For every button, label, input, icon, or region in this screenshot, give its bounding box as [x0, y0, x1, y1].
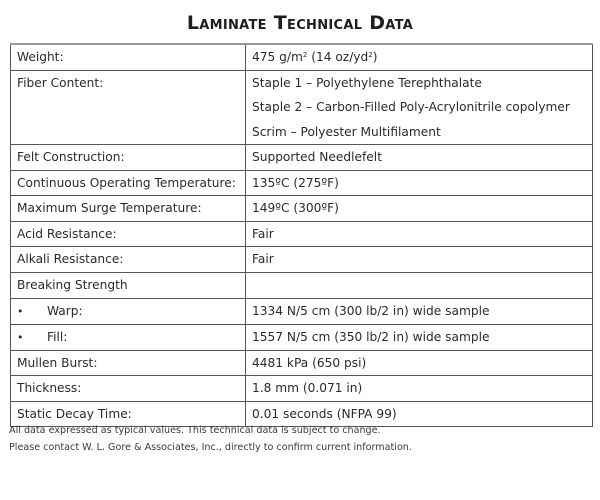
footnote-line-2: Please contact W. L. Gore & Associates, Inc., directly to confirm current information.	[9, 442, 412, 453]
fiber-item: Scrim – Polyester Multifilament	[252, 124, 441, 139]
superscript: 2	[368, 51, 373, 59]
row-label	[11, 298, 246, 324]
bullet-icon: •	[17, 330, 24, 344]
row-label: Felt Construction:	[11, 144, 246, 170]
table-row-continuous-temp	[11, 170, 593, 196]
table-row-breaking-strength	[11, 272, 593, 298]
row-value: 135ºC (275ºF)	[246, 170, 593, 196]
table-row-alkali-resistance	[11, 247, 593, 273]
footnote	[9, 422, 412, 456]
row-value: 149ºC (300ºF)	[246, 196, 593, 222]
row-label: Weight:	[11, 44, 246, 70]
row-label-text: Fill:	[47, 329, 68, 344]
table-row-acid-resistance	[11, 221, 593, 247]
weight-close: )	[372, 50, 378, 64]
row-value: 1557 N/5 cm (350 lb/2 in) wide sample	[246, 324, 593, 350]
row-value	[246, 70, 593, 144]
row-label: Fiber Content:	[11, 70, 246, 144]
table-row-mullen-burst	[11, 350, 593, 376]
row-label: Thickness:	[11, 376, 246, 402]
row-label: Continuous Operating Temperature:	[11, 170, 246, 196]
row-value: 0.01 seconds (NFPA 99)	[246, 401, 593, 427]
row-value: Supported Needlefelt	[246, 144, 593, 170]
row-label: Breaking Strength	[11, 272, 246, 298]
bullet-icon: •	[17, 304, 24, 318]
table-row-weight	[11, 44, 593, 70]
technical-data-table	[10, 43, 593, 427]
row-value: Fair	[246, 221, 593, 247]
table-row-fiber-content	[11, 70, 593, 144]
row-value	[246, 44, 593, 70]
row-label	[11, 324, 246, 350]
row-label: Alkali Resistance:	[11, 247, 246, 273]
row-value	[246, 272, 593, 298]
table-row-max-surge-temp	[11, 196, 593, 222]
fiber-item: Staple 1 – Polyethylene Terephthalate	[252, 75, 482, 90]
row-label: Mullen Burst:	[11, 350, 246, 376]
fiber-item: Staple 2 – Carbon-Filled Poly-Acrylonitrile copolymer	[252, 100, 570, 115]
row-value: 1334 N/5 cm (300 lb/2 in) wide sample	[246, 298, 593, 324]
row-value: 1.8 mm (0.071 in)	[246, 376, 593, 402]
row-label: Acid Resistance:	[11, 221, 246, 247]
row-value: Fair	[246, 247, 593, 273]
table-row-felt-construction	[11, 144, 593, 170]
table-row-fill	[11, 324, 593, 350]
table-row-warp	[11, 298, 593, 324]
row-value: 4481 kPa (650 psi)	[246, 350, 593, 376]
row-label-text: Warp:	[47, 303, 83, 318]
row-label: Static Decay Time:	[11, 401, 246, 427]
weight-imperial: (14 oz/yd	[307, 50, 369, 64]
table-row-thickness	[11, 376, 593, 402]
superscript: 2	[302, 51, 308, 59]
footnote-line-1: All data expressed as typical values. This technical data is subject to change.	[9, 425, 381, 436]
weight-metric: 475 g/m	[252, 50, 303, 64]
row-label: Maximum Surge Temperature:	[11, 196, 246, 222]
page-title: Laminate Technical Data	[186, 12, 414, 34]
